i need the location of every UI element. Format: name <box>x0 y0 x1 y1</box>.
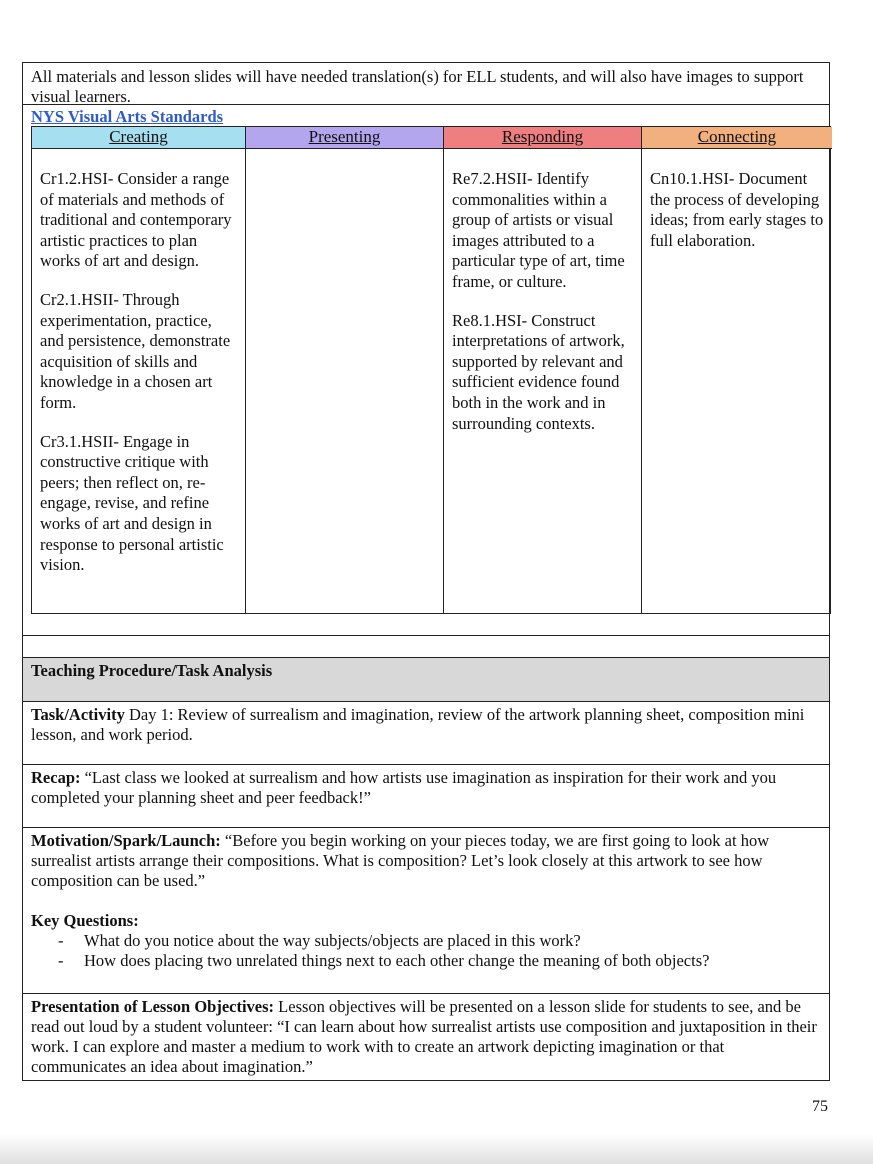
motivation-text: “Before you begin working on your pieces today, we are first going to look at how surrealist artists arrange their compositions. What is composition? Let’s look closely at this artwork to see how composition can be used.” <box>31 831 770 890</box>
recap-text: “Last class we looked at surrealism and how artists use imagination as inspiration for their work and you completed your planning sheet and peer feedback!” <box>31 768 777 807</box>
key-questions-label: Key Questions: <box>31 911 139 930</box>
standards-grid <box>31 126 831 614</box>
responding-cell <box>444 149 642 613</box>
standards-section <box>23 105 829 636</box>
standard-item: Cr3.1.HSII- Engage in constructive critique with peers; then reflect on, re-engage, revise, and refine works of art and design in response to personal artistic vision. <box>40 431 224 575</box>
objectives-label: Presentation of Lesson Objectives: <box>31 997 275 1016</box>
creating-cell <box>32 149 246 613</box>
spacer-row <box>23 636 829 658</box>
motivation-label: Motivation/Spark/Launch: <box>31 831 221 850</box>
standard-item: Cr2.1.HSII- Through experimentation, practice, and persistence, demonstrate acquisition of skills and knowledge in a chosen art form. <box>40 289 231 412</box>
materials-note: All materials and lesson slides will have needed translation(s) for ELL students, and will also have images to support visual learners. <box>23 63 829 105</box>
recap <box>23 765 829 828</box>
procedure-heading: Teaching Procedure/Task Analysis <box>23 658 829 702</box>
task-activity <box>23 702 829 765</box>
standard-item: Re7.2.HSII- Identify commonalities within a group of artists or visual images attributed to a particular type of art, time frame, or culture. <box>452 169 625 291</box>
list-item: - How does placing two unrelated things next to each other change the meaning of both objects? <box>84 951 821 971</box>
presenting-cell <box>246 149 444 613</box>
lesson-table <box>22 62 830 1081</box>
header-presenting: Presenting <box>246 127 444 149</box>
header-responding: Responding <box>444 127 642 149</box>
standard-item: Cr1.2.HSI- Consider a range of materials and methods of traditional and contemporary artistic practices to plan works of art and design. <box>40 169 232 271</box>
motivation <box>23 828 829 994</box>
list-item: - What do you notice about the way subjects/objects are placed in this work? <box>84 931 821 951</box>
recap-label: Recap: <box>31 768 81 787</box>
connecting-cell <box>642 149 832 613</box>
header-creating: Creating <box>32 127 246 149</box>
key-questions-list <box>31 931 821 971</box>
objectives-text: Lesson objectives will be presented on a lesson slide for students to see, and be read out loud by a student volunteer: “I can learn about how surrealist artists use composition and juxtaposition in their work. I can explore and master a medium to work with to create an artwork depicting imagination or that communicates an idea about imagination.” <box>31 997 817 1076</box>
task-label: Task/Activity <box>31 705 125 724</box>
task-text: Day 1: Review of surrealism and imagination, review of the artwork planning sheet, composition mini lesson, and work period. <box>31 705 805 744</box>
header-connecting: Connecting <box>642 127 832 149</box>
lesson-objectives <box>23 994 829 1080</box>
standards-title: NYS Visual Arts Standards <box>31 107 224 126</box>
standard-item: Re8.1.HSI- Construct interpretations of artwork, supported by relevant and sufficient evidence found both in the work and in surrounding contexts. <box>452 310 625 433</box>
standard-item: Cn10.1.HSI- Document the process of developing ideas; from early stages to full elaboration. <box>650 169 824 250</box>
page-number: 75 <box>812 1098 828 1115</box>
